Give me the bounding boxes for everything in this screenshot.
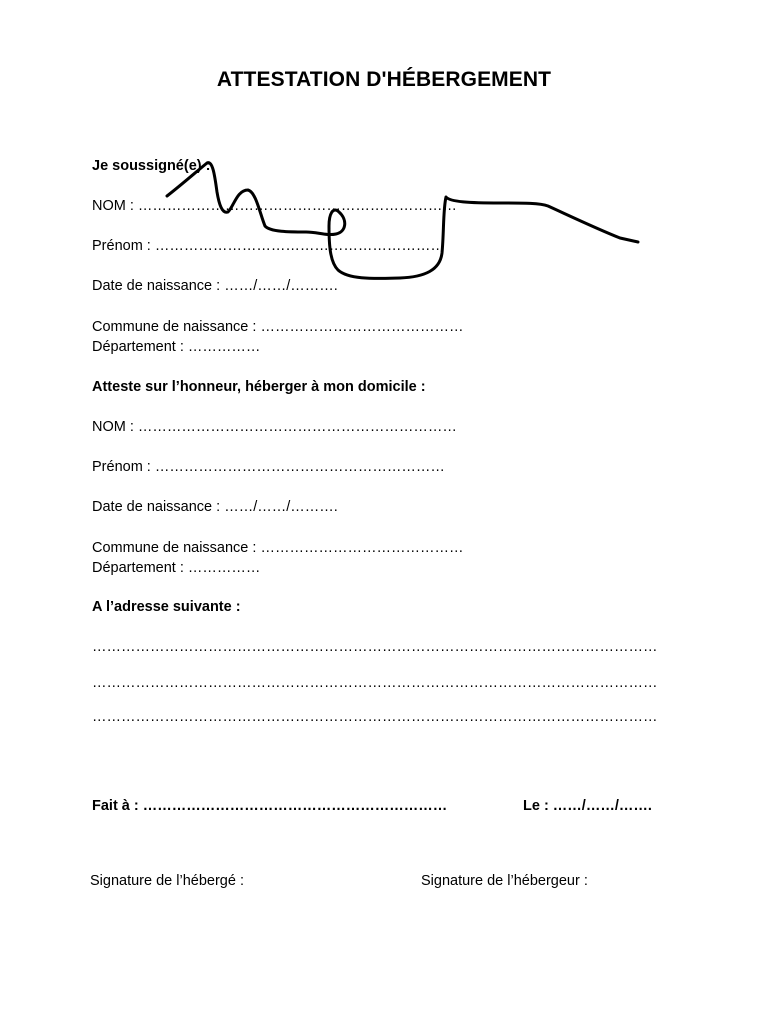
declarant-department-field: Département : …………… <box>92 339 261 355</box>
adresse-line-3: ……………………………………………………………………………………………………… <box>92 709 658 725</box>
heberge-birthplace-field: Commune de naissance : …………………………………… <box>92 540 464 556</box>
adresse-heading: A l’adresse suivante : <box>92 599 241 615</box>
declarant-birthdate-field: Date de naissance : ……/……/………. <box>92 278 338 294</box>
signature-heberge-label: Signature de l’hébergé : <box>90 873 244 889</box>
heberge-nom-field: NOM : ………………………………………………………… <box>92 419 457 435</box>
heberge-department-field: Département : …………… <box>92 560 261 576</box>
heberge-birthdate-field: Date de naissance : ……/……/………. <box>92 499 338 515</box>
scribble-stroke <box>167 163 638 279</box>
date-field: Le : ……/……/……. <box>523 798 652 814</box>
document-title: ATTESTATION D'HÉBERGEMENT <box>216 68 552 91</box>
declarant-heading: Je soussigné(e) : <box>92 158 211 174</box>
fait-a-field: Fait à : ……………………………………………………… <box>92 798 448 814</box>
declarant-prenom-field: Prénom : …………………………………………………… <box>92 238 445 254</box>
adresse-line-2: ……………………………………………………………………………………………………… <box>92 675 658 691</box>
heberge-prenom-field: Prénom : …………………………………………………… <box>92 459 445 475</box>
declarant-birthplace-field: Commune de naissance : …………………………………… <box>92 319 464 335</box>
adresse-line-1: ……………………………………………………………………………………………………… <box>92 639 658 655</box>
heberge-heading: Atteste sur l’honneur, héberger à mon domicile : <box>92 379 426 395</box>
declarant-nom-field: NOM : ………………………………………………………… <box>92 198 457 214</box>
signature-hebergeur-label: Signature de l’hébergeur : <box>421 873 588 889</box>
